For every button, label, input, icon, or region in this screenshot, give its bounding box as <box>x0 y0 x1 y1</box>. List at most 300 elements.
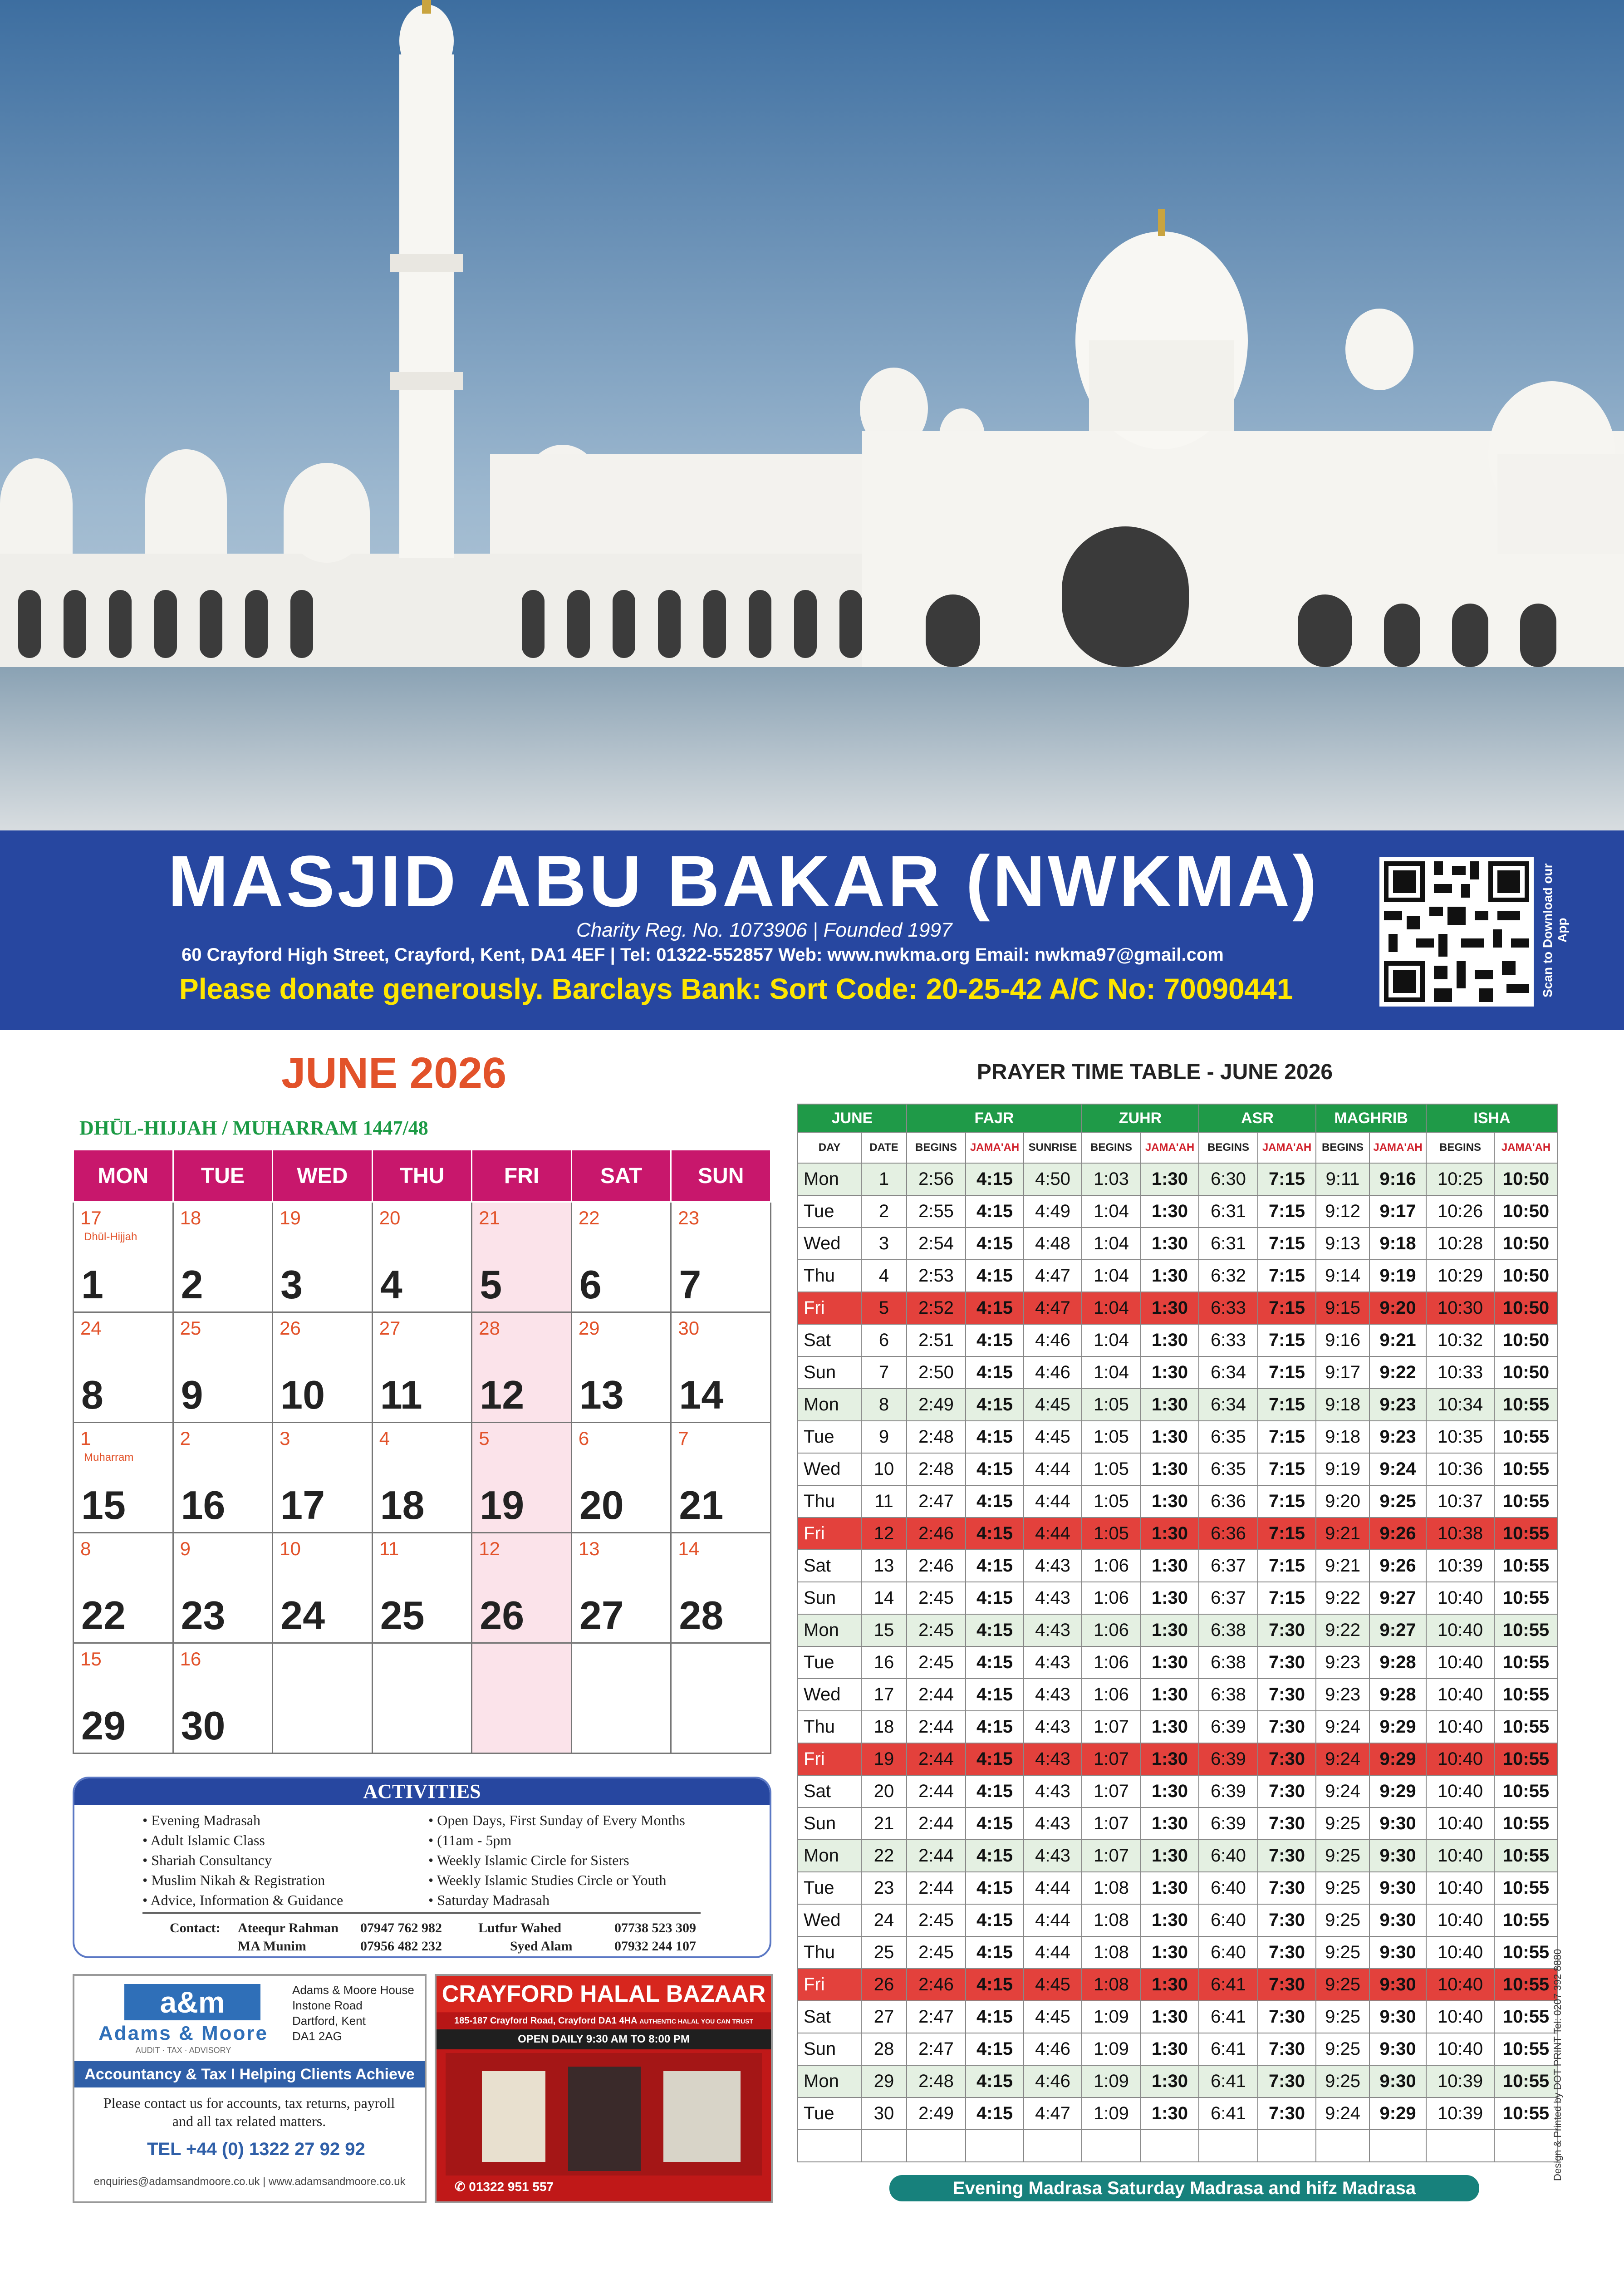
day-cell: Wed <box>798 1904 861 1936</box>
table-row <box>798 1904 1558 1936</box>
weekday-sat: SAT <box>571 1150 671 1202</box>
time-cell: 6:41 <box>1199 1969 1258 2001</box>
time-cell: 10:33 <box>1426 1356 1494 1389</box>
contact-name: Lutfur Wahed <box>478 1920 562 1935</box>
calendar-day <box>671 1533 771 1643</box>
time-cell: 6:35 <box>1199 1421 1258 1453</box>
month-title: JUNE 2026 <box>281 1049 507 1097</box>
gregorian-date: 20 <box>579 1483 624 1527</box>
empty-cell <box>1258 2130 1316 2162</box>
time-cell: 7:30 <box>1258 2065 1316 2097</box>
col-fajr-begins: BEGINS <box>907 1132 966 1163</box>
gregorian-date: 24 <box>280 1593 325 1638</box>
hijri-date: 21 <box>479 1207 500 1228</box>
time-cell: 1:07 <box>1082 1840 1141 1872</box>
time-cell: 6:35 <box>1199 1453 1258 1485</box>
time-cell: 1:05 <box>1082 1485 1141 1518</box>
gregorian-date: 12 <box>480 1372 525 1417</box>
calendar-day <box>173 1643 273 1753</box>
time-cell: 7:15 <box>1258 1518 1316 1550</box>
hijri-date: 15 <box>80 1648 102 1670</box>
qr-caption: Scan to Download our App <box>1541 863 1569 997</box>
list-item: • Shariah Consultancy <box>142 1850 343 1870</box>
table-row <box>798 1260 1558 1292</box>
calendar-day <box>273 1312 373 1423</box>
col-maghrib-jamaah: JAMA'AH <box>1369 1132 1426 1163</box>
time-cell: 4:15 <box>966 1518 1024 1550</box>
time-cell: 7:15 <box>1258 1582 1316 1614</box>
col-asr-begins: BEGINS <box>1199 1132 1258 1163</box>
time-cell: 10:55 <box>1494 1453 1558 1485</box>
col-zuhr-jamaah: JAMA'AH <box>1141 1132 1199 1163</box>
time-cell: 2:45 <box>907 1614 966 1646</box>
date-cell: 1 <box>861 1163 907 1195</box>
calendar-day <box>472 1423 572 1533</box>
hijri-date: 6 <box>578 1428 589 1449</box>
donation-info: Please donate generously. Barclays Bank: Sort Code: 20-25-42 A/C No: 70090441 <box>179 972 1293 1005</box>
time-cell: 10:55 <box>1494 1550 1558 1582</box>
time-cell: 6:40 <box>1199 1872 1258 1904</box>
time-cell: 7:15 <box>1258 1550 1316 1582</box>
time-cell: 2:55 <box>907 1195 966 1228</box>
time-cell: 1:30 <box>1141 2001 1199 2033</box>
time-cell: 6:33 <box>1199 1324 1258 1356</box>
time-cell: 1:05 <box>1082 1453 1141 1485</box>
date-cell: 7 <box>861 1356 907 1389</box>
time-cell: 10:39 <box>1426 2065 1494 2097</box>
col-asr-jamaah: JAMA'AH <box>1258 1132 1316 1163</box>
hijri-date: 27 <box>379 1317 401 1339</box>
time-cell: 2:44 <box>907 1807 966 1840</box>
day-cell: Mon <box>798 1614 861 1646</box>
calendar-day <box>571 1533 671 1643</box>
list-item: • Open Days, First Sunday of Every Months <box>428 1810 685 1830</box>
time-cell: 4:44 <box>1024 1453 1082 1485</box>
date-cell: 26 <box>861 1969 907 2001</box>
table-row <box>798 2001 1558 2033</box>
gregorian-date: 11 <box>380 1372 422 1417</box>
time-cell: 4:44 <box>1024 1518 1082 1550</box>
hijri-date: 24 <box>80 1317 102 1339</box>
hijri-date: 30 <box>678 1317 700 1339</box>
time-cell: 9:30 <box>1369 2033 1426 2065</box>
hijri-date: 17 <box>80 1207 102 1228</box>
time-cell: 6:31 <box>1199 1228 1258 1260</box>
col-day: DAY <box>798 1132 861 1163</box>
time-cell: 10:55 <box>1494 2097 1558 2130</box>
time-cell: 6:40 <box>1199 1840 1258 1872</box>
calendar-day <box>173 1312 273 1423</box>
time-cell: 9:24 <box>1316 1775 1369 1807</box>
time-cell: 9:29 <box>1369 1711 1426 1743</box>
printer-credit: Design & Printed by DOT PRINT Tel: 0207 392 8880 <box>1552 1949 1563 2181</box>
time-cell: 4:46 <box>1024 2033 1082 2065</box>
hijri-date: 4 <box>379 1428 390 1449</box>
time-cell: 1:09 <box>1082 2097 1141 2130</box>
adams-moore-tel[interactable]: TEL +44 (0) 1322 27 92 92 <box>147 2139 365 2159</box>
calendar-week <box>74 1312 771 1423</box>
hijri-date: 3 <box>280 1428 290 1449</box>
calendar-day <box>173 1202 273 1312</box>
time-cell: 1:30 <box>1141 1163 1199 1195</box>
table-row <box>798 1292 1558 1324</box>
time-cell: 1:30 <box>1141 1260 1199 1292</box>
gregorian-date: 28 <box>679 1593 724 1638</box>
time-cell: 2:56 <box>907 1163 966 1195</box>
time-cell: 1:30 <box>1141 1421 1199 1453</box>
day-cell: Sat <box>798 2001 861 2033</box>
date-cell: 13 <box>861 1550 907 1582</box>
table-row <box>798 1195 1558 1228</box>
time-cell: 10:50 <box>1494 1163 1558 1195</box>
table-row <box>798 2097 1558 2130</box>
contact-phone: 07956 482 232 <box>360 1939 442 1954</box>
time-cell: 6:39 <box>1199 1711 1258 1743</box>
address-line: Adams & Moore House <box>292 1983 414 1997</box>
time-cell: 1:30 <box>1141 1356 1199 1389</box>
time-cell: 9:24 <box>1316 2097 1369 2130</box>
table-row <box>798 2033 1558 2065</box>
group-fajr: FAJR <box>907 1104 1082 1132</box>
time-cell: 2:44 <box>907 1840 966 1872</box>
time-cell: 10:55 <box>1494 1872 1558 1904</box>
time-cell: 4:15 <box>966 1904 1024 1936</box>
time-cell: 9:21 <box>1316 1518 1369 1550</box>
activities-list-right <box>428 1810 685 1910</box>
time-cell: 1:04 <box>1082 1292 1141 1324</box>
time-cell: 1:30 <box>1141 1872 1199 1904</box>
halal-bazaar-ad[interactable] <box>435 1974 773 2203</box>
time-cell: 4:15 <box>966 1485 1024 1518</box>
date-cell: 3 <box>861 1228 907 1260</box>
time-cell: 9:28 <box>1369 1646 1426 1679</box>
bazaar-address-line <box>437 2013 771 2028</box>
time-cell: 9:20 <box>1369 1292 1426 1324</box>
time-cell: 7:30 <box>1258 1679 1316 1711</box>
time-cell: 9:17 <box>1316 1356 1369 1389</box>
time-cell: 2:48 <box>907 1453 966 1485</box>
calendar-week <box>74 1533 771 1643</box>
time-cell: 7:15 <box>1258 1195 1316 1228</box>
address-line: Instone Road <box>292 1999 363 2012</box>
time-cell: 9:28 <box>1369 1679 1426 1711</box>
time-cell: 4:15 <box>966 1228 1024 1260</box>
time-cell: 6:36 <box>1199 1518 1258 1550</box>
time-cell: 4:15 <box>966 1356 1024 1389</box>
prayer-table-title: PRAYER TIME TABLE - JUNE 2026 <box>976 1060 1333 1084</box>
gregorian-date: 15 <box>81 1483 126 1527</box>
time-cell: 4:49 <box>1024 1195 1082 1228</box>
time-cell: 6:31 <box>1199 1195 1258 1228</box>
time-cell: 1:09 <box>1082 2033 1141 2065</box>
time-cell: 2:45 <box>907 1904 966 1936</box>
time-cell: 9:25 <box>1316 1969 1369 2001</box>
time-cell: 9:18 <box>1316 1389 1369 1421</box>
time-cell: 6:34 <box>1199 1356 1258 1389</box>
adams-moore-banner: Accountancy & Tax I Helping Clients Achieve <box>74 2061 425 2087</box>
time-cell: 10:55 <box>1494 1421 1558 1453</box>
gregorian-date: 9 <box>181 1372 203 1417</box>
time-cell: 4:43 <box>1024 1646 1082 1679</box>
date-cell: 9 <box>861 1421 907 1453</box>
time-cell: 2:49 <box>907 2097 966 2130</box>
day-cell: Tue <box>798 1421 861 1453</box>
table-row <box>798 1421 1558 1453</box>
time-cell: 7:30 <box>1258 1711 1316 1743</box>
time-cell: 10:40 <box>1426 1969 1494 2001</box>
day-cell: Sat <box>798 1775 861 1807</box>
time-cell: 4:45 <box>1024 1389 1082 1421</box>
time-cell: 10:25 <box>1426 1163 1494 1195</box>
time-cell: 1:30 <box>1141 1389 1199 1421</box>
shop-window <box>482 2071 545 2162</box>
time-cell: 4:48 <box>1024 1228 1082 1260</box>
time-cell: 1:30 <box>1141 1679 1199 1711</box>
time-cell: 6:40 <box>1199 1904 1258 1936</box>
time-cell: 1:30 <box>1141 1550 1199 1582</box>
date-cell: 8 <box>861 1389 907 1421</box>
time-cell: 4:43 <box>1024 1582 1082 1614</box>
time-cell: 9:25 <box>1316 2033 1369 2065</box>
calendar-day <box>74 1312 173 1423</box>
calendar-day <box>74 1423 173 1533</box>
time-cell: 1:04 <box>1082 1195 1141 1228</box>
col-sunrise: SUNRISE <box>1024 1132 1082 1163</box>
gregorian-date: 3 <box>280 1262 303 1307</box>
calendar-day <box>571 1643 671 1753</box>
time-cell: 10:40 <box>1426 2033 1494 2065</box>
calendar-day <box>372 1533 472 1643</box>
group-june: JUNE <box>798 1104 907 1132</box>
time-cell: 7:15 <box>1258 1228 1316 1260</box>
time-cell: 9:26 <box>1369 1550 1426 1582</box>
time-cell: 1:30 <box>1141 1228 1199 1260</box>
time-cell: 4:43 <box>1024 1775 1082 1807</box>
date-cell: 24 <box>861 1904 907 1936</box>
group-isha: ISHA <box>1426 1104 1558 1132</box>
time-cell: 9:23 <box>1369 1421 1426 1453</box>
time-cell: 9:25 <box>1316 1904 1369 1936</box>
time-cell: 4:50 <box>1024 1163 1082 1195</box>
time-cell: 10:55 <box>1494 1743 1558 1775</box>
group-asr: ASR <box>1199 1104 1316 1132</box>
time-cell: 4:15 <box>966 2001 1024 2033</box>
time-cell: 2:44 <box>907 1872 966 1904</box>
day-cell: Thu <box>798 1711 861 1743</box>
time-cell: 10:39 <box>1426 2097 1494 2130</box>
time-cell: 7:15 <box>1258 1421 1316 1453</box>
time-cell: 10:55 <box>1494 1485 1558 1518</box>
hijri-date: 10 <box>280 1538 301 1559</box>
day-cell: Wed <box>798 1453 861 1485</box>
time-cell: 10:55 <box>1494 1711 1558 1743</box>
time-cell: 9:25 <box>1316 2065 1369 2097</box>
gregorian-date: 19 <box>480 1483 525 1527</box>
day-cell: Tue <box>798 1195 861 1228</box>
date-cell: 12 <box>861 1518 907 1550</box>
time-cell: 4:15 <box>966 1646 1024 1679</box>
col-zuhr-begins: BEGINS <box>1082 1132 1141 1163</box>
calendar-day <box>74 1643 173 1753</box>
gregorian-date: 13 <box>579 1372 624 1417</box>
date-cell: 15 <box>861 1614 907 1646</box>
table-row <box>798 1872 1558 1904</box>
date-cell: 17 <box>861 1679 907 1711</box>
activities-list-left <box>142 1810 343 1910</box>
time-cell: 2:44 <box>907 1679 966 1711</box>
time-cell: 9:30 <box>1369 1936 1426 1969</box>
adams-moore-logo: a&m <box>124 1984 260 2020</box>
hijri-date: 23 <box>678 1207 700 1228</box>
calendar-day <box>571 1423 671 1533</box>
time-cell: 9:17 <box>1369 1195 1426 1228</box>
time-cell: 10:50 <box>1494 1228 1558 1260</box>
empty-cell <box>798 2130 861 2162</box>
time-cell: 4:43 <box>1024 1711 1082 1743</box>
time-cell: 4:15 <box>966 1969 1024 2001</box>
table-row <box>798 2130 1558 2162</box>
time-cell: 1:06 <box>1082 1550 1141 1582</box>
table-row <box>798 1582 1558 1614</box>
date-cell: 21 <box>861 1807 907 1840</box>
time-cell: 9:21 <box>1316 1550 1369 1582</box>
bazaar-hours: OPEN DAILY 9:30 AM TO 8:00 PM <box>437 2029 771 2049</box>
date-cell: 22 <box>861 1840 907 1872</box>
hijri-date: 22 <box>578 1207 600 1228</box>
time-cell: 9:15 <box>1316 1292 1369 1324</box>
time-cell: 1:07 <box>1082 1743 1141 1775</box>
table-row <box>798 1550 1558 1582</box>
time-cell: 1:09 <box>1082 2065 1141 2097</box>
time-cell: 6:41 <box>1199 2001 1258 2033</box>
list-item: • Weekly Islamic Studies Circle or Youth <box>428 1870 685 1890</box>
time-cell: 10:55 <box>1494 1840 1558 1872</box>
time-cell: 9:21 <box>1369 1324 1426 1356</box>
time-cell: 9:22 <box>1369 1356 1426 1389</box>
bazaar-phone[interactable] <box>455 2179 554 2194</box>
time-cell: 4:15 <box>966 1711 1024 1743</box>
hijri-date: 20 <box>379 1207 401 1228</box>
time-cell: 7:30 <box>1258 1614 1316 1646</box>
day-cell: Thu <box>798 1936 861 1969</box>
group-zuhr: ZUHR <box>1082 1104 1199 1132</box>
table-row <box>798 1936 1558 1969</box>
date-cell: 11 <box>861 1485 907 1518</box>
time-cell: 10:40 <box>1426 2001 1494 2033</box>
bazaar-phone-number: 01322 951 557 <box>469 2180 554 2194</box>
day-cell: Mon <box>798 2065 861 2097</box>
time-cell: 4:15 <box>966 1292 1024 1324</box>
gregorian-date: 17 <box>280 1483 325 1527</box>
time-cell: 2:46 <box>907 1518 966 1550</box>
col-fajr-jamaah: JAMA'AH <box>966 1132 1024 1163</box>
day-cell: Thu <box>798 1260 861 1292</box>
calendar-day <box>273 1643 373 1753</box>
calendar-day <box>372 1202 472 1312</box>
time-cell: 6:40 <box>1199 1936 1258 1969</box>
time-cell: 2:44 <box>907 1775 966 1807</box>
col-maghrib-begins: BEGINS <box>1316 1132 1369 1163</box>
time-cell: 10:35 <box>1426 1421 1494 1453</box>
hijri-month-label: Dhūl-Hijjah <box>84 1231 137 1243</box>
bazaar-address: 185-187 Crayford Road, Crayford DA1 4HA <box>454 2016 637 2026</box>
time-cell: 9:25 <box>1316 1936 1369 1969</box>
time-cell: 1:30 <box>1141 1840 1199 1872</box>
gregorian-date: 5 <box>480 1262 502 1307</box>
time-cell: 2:49 <box>907 1389 966 1421</box>
time-cell: 9:23 <box>1316 1646 1369 1679</box>
time-cell: 7:15 <box>1258 1260 1316 1292</box>
time-cell: 10:40 <box>1426 1743 1494 1775</box>
time-cell: 9:27 <box>1369 1582 1426 1614</box>
time-cell: 1:08 <box>1082 1936 1141 1969</box>
time-cell: 1:30 <box>1141 2065 1199 2097</box>
time-cell: 9:22 <box>1316 1582 1369 1614</box>
adams-moore-footer[interactable]: enquiries@adamsandmoore.co.uk | www.adamsandmoore.co.uk <box>93 2176 406 2188</box>
day-cell: Mon <box>798 1163 861 1195</box>
time-cell: 4:15 <box>966 1195 1024 1228</box>
time-cell: 10:55 <box>1494 1646 1558 1679</box>
time-cell: 1:03 <box>1082 1163 1141 1195</box>
date-cell: 10 <box>861 1453 907 1485</box>
day-cell: Fri <box>798 1969 861 2001</box>
time-cell: 2:47 <box>907 1485 966 1518</box>
time-cell: 10:50 <box>1494 1292 1558 1324</box>
time-cell: 7:30 <box>1258 1807 1316 1840</box>
hijri-month-label: Muharram <box>84 1451 134 1464</box>
gregorian-date: 25 <box>380 1593 425 1638</box>
adams-moore-ad[interactable] <box>73 1974 427 2203</box>
time-cell: 2:45 <box>907 1936 966 1969</box>
time-cell: 4:46 <box>1024 2065 1082 2097</box>
time-cell: 1:07 <box>1082 1807 1141 1840</box>
time-cell: 4:46 <box>1024 1324 1082 1356</box>
time-cell: 2:45 <box>907 1646 966 1679</box>
time-cell: 10:40 <box>1426 1840 1494 1872</box>
empty-cell <box>1316 2130 1369 2162</box>
date-cell: 14 <box>861 1582 907 1614</box>
empty-cell <box>907 2130 966 2162</box>
time-cell: 9:25 <box>1316 1872 1369 1904</box>
time-cell: 10:34 <box>1426 1389 1494 1421</box>
table-row <box>798 1969 1558 2001</box>
time-cell: 2:47 <box>907 2033 966 2065</box>
time-cell: 4:15 <box>966 1743 1024 1775</box>
gregorian-date: 2 <box>181 1262 203 1307</box>
madrasa-banner: Evening Madrasa Saturday Madrasa and hifz Madrasa <box>889 2175 1479 2201</box>
time-cell: 2:46 <box>907 1969 966 2001</box>
time-cell: 10:40 <box>1426 1614 1494 1646</box>
qr-code[interactable] <box>1379 857 1534 1007</box>
time-cell: 4:15 <box>966 1840 1024 1872</box>
calendar-day <box>273 1533 373 1643</box>
calendar-day <box>372 1312 472 1423</box>
gregorian-date: 16 <box>181 1483 226 1527</box>
gregorian-date: 29 <box>81 1703 126 1748</box>
adams-moore-tagline: AUDIT · TAX · ADVISORY <box>135 2046 231 2055</box>
col-isha-begins: BEGINS <box>1426 1132 1494 1163</box>
time-cell: 9:22 <box>1316 1614 1369 1646</box>
time-cell: 1:30 <box>1141 1807 1199 1840</box>
shopfront-photo <box>446 2053 762 2176</box>
time-cell: 1:30 <box>1141 1936 1199 1969</box>
bazaar-tag: AUTHENTIC HALAL YOU CAN TRUST <box>639 2018 753 2025</box>
time-cell: 1:30 <box>1141 1292 1199 1324</box>
time-cell: 9:29 <box>1369 2097 1426 2130</box>
calendar-day <box>671 1423 771 1533</box>
time-cell: 6:33 <box>1199 1292 1258 1324</box>
calendar-day <box>671 1643 771 1753</box>
